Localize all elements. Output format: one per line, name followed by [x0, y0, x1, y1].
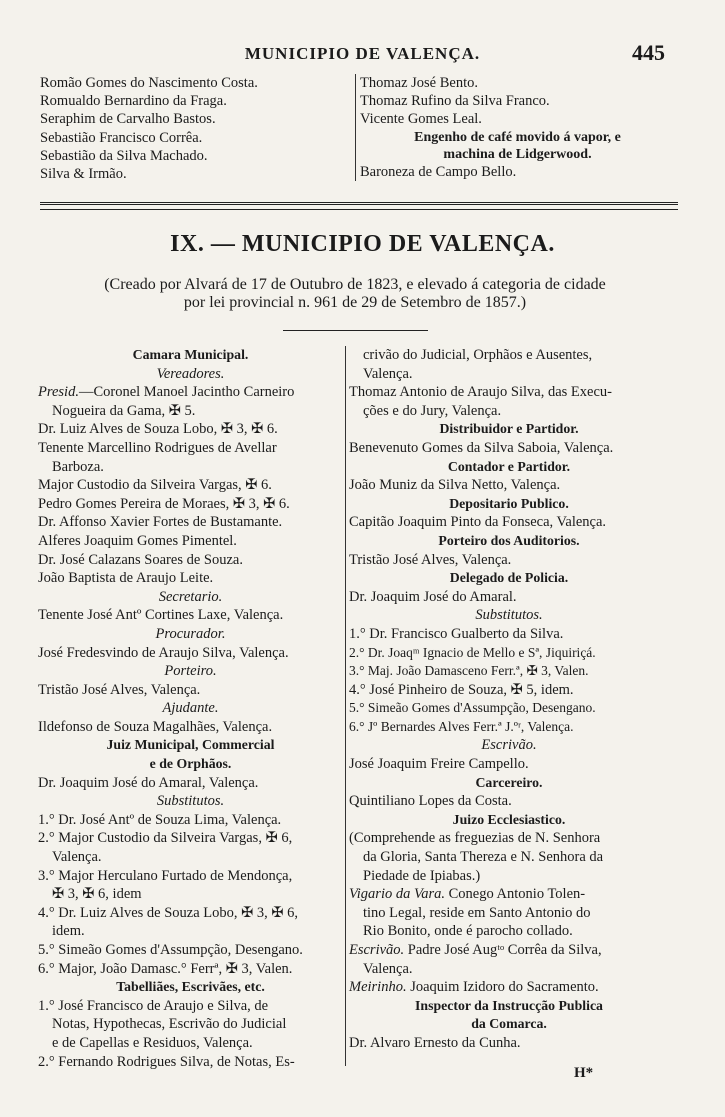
entry: 2.° Dr. Joaqᵐ Ignacio de Mello e Sª, Jiquiriçá.: [349, 644, 596, 660]
signature-mark: H*: [574, 1065, 594, 1081]
intro-line: por lei provincial n. 961 de 29 de Setembro de 1857.): [183, 294, 527, 311]
entry: [349, 978, 669, 997]
entry: 5.° Simeão Gomes d'Assumpção, Desengano.: [38, 942, 303, 958]
section-heading: Delegado de Policia.: [449, 570, 569, 586]
entry: Tristão José Alves, Valença.: [38, 681, 201, 698]
list-item: Thomaz José Bento.: [360, 75, 478, 91]
entry: Valença.: [363, 960, 413, 977]
entry: (Comprehende as freguezias de N. Senhora: [349, 830, 601, 847]
entry: 6.° Jº Bernardes Alves Ferr.ª J.ºʳ, Valença.: [349, 718, 574, 734]
list-item: Baroneza de Campo Bello.: [360, 163, 517, 180]
subheading: Secretario.: [158, 588, 223, 605]
subheading: Porteiro.: [164, 663, 217, 680]
entry: José Joaquim Freire Campello.: [349, 756, 529, 773]
entry: 5.° Simeão Gomes d'Assumpção, Desengano.: [349, 700, 596, 716]
entry: tino Legal, reside em Santo Antonio do: [363, 904, 591, 921]
list-item: Sebastião Francisco Corrêa.: [40, 129, 203, 146]
entry: e de Capellas e Residuos, Valença.: [52, 1034, 253, 1051]
entry: Quintiliano Lopes da Costa.: [349, 793, 512, 810]
entry-label: Meirinho.: [349, 979, 407, 996]
entry: José Fredesvindo de Araujo Silva, Valença.: [38, 644, 289, 661]
section-heading: Tabelliães, Escrivães, etc.: [116, 979, 265, 995]
section-heading: Engenho de café movido á vapor, e: [414, 129, 621, 145]
right-column: [345, 346, 669, 1066]
entry: Piedade de Ipiabas.): [363, 867, 481, 884]
entry: [349, 941, 669, 960]
entry: Barboza.: [52, 458, 104, 475]
list-item: Thomaz Rufino da Silva Franco.: [360, 93, 550, 110]
entry: 1.° José Francisco de Araujo e Silva, de: [38, 997, 269, 1014]
section-heading: Carcereiro.: [475, 774, 543, 790]
list-item: Sebastião da Silva Machado.: [40, 147, 208, 164]
subheading: Procurador.: [155, 625, 226, 642]
subheading: Escrivão.: [481, 737, 537, 754]
entry: 3.° Major Herculano Furtado de Mendonça,: [38, 867, 293, 884]
entry-text: Joaquim Izidoro do Sacramento.: [406, 979, 599, 996]
entry: 4.° José Pinheiro de Souza, ✠ 5, idem.: [349, 681, 574, 698]
section-heading: machina de Lidgerwood.: [443, 146, 592, 162]
section-divider: [40, 202, 678, 205]
entry: Valença.: [52, 849, 102, 866]
entry: 3.° Maj. João Damasceno Ferr.ª, ✠ 3, Valen.: [349, 663, 589, 679]
entry: Alferes Joaquim Gomes Pimentel.: [38, 532, 237, 549]
entry: Thomaz Antonio de Araujo Silva, das Execu-: [349, 384, 612, 401]
entry: Rio Bonito, onde é parocho collado.: [363, 923, 573, 940]
entry-text: Conego Antonio Tolen-: [445, 886, 586, 903]
entry: Tenente José Antº Cortines Laxe, Valença.: [38, 607, 284, 624]
chapter-title: IX. — MUNICIPIO DE VALENÇA.: [170, 231, 555, 257]
entry: 1.° Dr. José Antº de Souza Lima, Valença.: [38, 811, 282, 828]
entry: 1.° Dr. Francisco Gualberto da Silva.: [349, 625, 564, 642]
entry: Dr. Joaquim José do Amaral.: [349, 588, 517, 605]
entry: Dr. Joaquim José do Amaral, Valença.: [38, 774, 259, 791]
entry: Major Custodio da Silveira Vargas, ✠ 6.: [38, 477, 272, 494]
entry: Ildefonso de Souza Magalhães, Valença.: [38, 718, 273, 735]
section-heading: Porteiro dos Auditorios.: [438, 532, 580, 548]
entry: Notas, Hypothecas, Escrivão do Judicial: [52, 1016, 287, 1033]
entry: crivão do Judicial, Orphãos e Ausentes,: [363, 347, 593, 363]
entry: Benevenuto Gomes da Silva Saboia, Valença.: [349, 439, 614, 456]
chapter-intro: [40, 276, 670, 312]
entry: 4.° Dr. Luiz Alves de Souza Lobo, ✠ 3, ✠ 6,: [38, 904, 299, 921]
entry: Pedro Gomes Pereira de Moraes, ✠ 3, ✠ 6.: [38, 495, 290, 512]
entry: [349, 885, 669, 904]
entry: João Muniz da Silva Netto, Valença.: [349, 477, 561, 494]
subheading: Substitutos.: [475, 607, 543, 624]
subheading: Vereadores.: [156, 365, 225, 382]
entry: 2.° Major Custodio da Silveira Vargas, ✠ 6,: [38, 830, 293, 847]
list-item: Romão Gomes do Nascimento Costa.: [40, 75, 258, 91]
list-item: Silva & Irmão.: [40, 166, 127, 183]
entry-label: Presid.: [38, 384, 79, 401]
list-item: Vicente Gomes Leal.: [360, 111, 482, 128]
left-column: [38, 346, 343, 1071]
top-left-list: [40, 74, 346, 183]
entry: [38, 383, 343, 402]
top-right-list: [355, 74, 675, 181]
entry-label: Vigario da Vara.: [349, 886, 445, 903]
page-number: 445: [632, 40, 665, 65]
section-heading: Distribuidor e Partidor.: [439, 421, 579, 437]
section-heading: Contador e Partidor.: [447, 458, 571, 474]
entry: Tenente Marcellino Rodrigues de Avellar: [38, 439, 277, 456]
entry: ✠ 3, ✠ 6, idem: [52, 886, 142, 903]
list-item: Seraphim de Carvalho Bastos.: [40, 111, 216, 128]
entry: Tristão José Alves, Valença.: [349, 551, 512, 568]
entry: da Gloria, Santa Thereza e N. Senhora da: [363, 849, 604, 866]
section-divider: [40, 209, 678, 210]
subheading: Ajudante.: [162, 700, 219, 717]
section-heading: Juiz Municipal, Commercial: [106, 737, 275, 753]
entry: Nogueira da Gama, ✠ 5.: [52, 402, 196, 419]
entry: Dr. Affonso Xavier Fortes de Bustamante.: [38, 514, 283, 531]
section-heading: Inspector da Instrucção Publica: [415, 997, 603, 1013]
entry: Dr. Luiz Alves de Souza Lobo, ✠ 3, ✠ 6.: [38, 421, 278, 438]
section-heading: da Comarca.: [471, 1016, 547, 1032]
entry: 2.° Fernando Rodrigues Silva, de Notas, Es-: [38, 1053, 295, 1070]
entry: 6.° Major, João Damasc.° Ferrª, ✠ 3, Valen.: [38, 960, 293, 977]
entry: Dr. José Calazans Soares de Souza.: [38, 551, 243, 568]
entry: Capitão Joaquim Pinto da Fonseca, Valença.: [349, 514, 607, 531]
section-heading: e de Orphãos.: [149, 756, 232, 772]
running-title: MUNICIPIO DE VALENÇA.: [244, 44, 481, 63]
section-heading: Juizo Ecclesiastico.: [452, 811, 566, 827]
entry: Valença.: [363, 365, 413, 382]
section-heading: Depositario Publico.: [449, 495, 569, 511]
entry: Dr. Alvaro Ernesto da Cunha.: [349, 1034, 521, 1051]
entry: João Baptista de Araujo Leite.: [38, 570, 214, 587]
section-heading: Camara Municipal.: [132, 347, 249, 362]
list-item: Romualdo Bernardino da Fraga.: [40, 93, 227, 110]
intro-line: (Creado por Alvará de 17 de Outubro de 1823, e elevado á categoria de cidade: [104, 276, 606, 293]
subheading: Substitutos.: [156, 793, 225, 810]
short-divider: [283, 330, 428, 331]
entry: idem.: [52, 923, 85, 940]
entry-text: —Coronel Manoel Jacintho Carneiro: [78, 384, 295, 401]
entry-label: Escrivão.: [349, 942, 405, 958]
entry: ções e do Jury, Valença.: [363, 402, 502, 419]
entry-text: Padre José Augᵗᵒ Corrêa da Silva,: [404, 942, 602, 958]
